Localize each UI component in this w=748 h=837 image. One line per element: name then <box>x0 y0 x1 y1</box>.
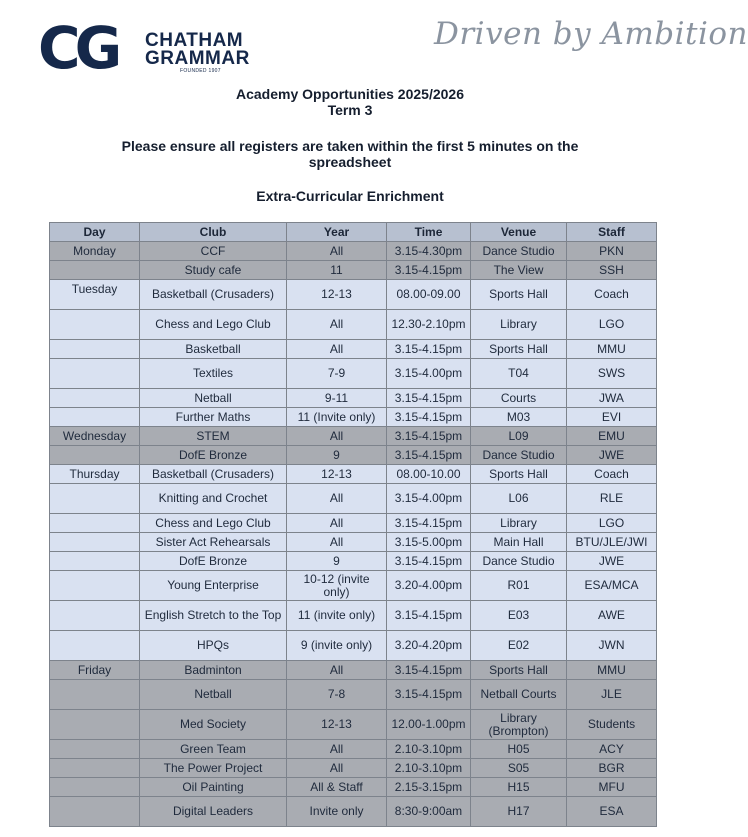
day-cell <box>50 740 140 759</box>
day-cell <box>50 261 140 280</box>
club-cell: DofE Bronze <box>140 446 287 465</box>
venue-cell: Netball Courts <box>471 680 567 710</box>
venue-cell: Sports Hall <box>471 661 567 680</box>
staff-cell: SSH <box>567 261 657 280</box>
day-cell <box>50 446 140 465</box>
club-cell: The Power Project <box>140 759 287 778</box>
year-cell: 12-13 <box>287 280 387 310</box>
staff-cell: Coach <box>567 465 657 484</box>
table-row <box>50 408 657 427</box>
staff-cell: ESA/MCA <box>567 571 657 601</box>
staff-cell: MMU <box>567 340 657 359</box>
day-cell <box>50 552 140 571</box>
venue-cell: Dance Studio <box>471 242 567 261</box>
time-cell: 3.15-4.00pm <box>387 484 471 514</box>
club-cell: Chess and Lego Club <box>140 514 287 533</box>
venue-cell: Sports Hall <box>471 465 567 484</box>
venue-cell: Courts <box>471 389 567 408</box>
staff-cell: JLE <box>567 680 657 710</box>
venue-cell: Library <box>471 514 567 533</box>
logo-mark: CG <box>38 14 117 82</box>
table-header-row <box>50 223 657 242</box>
day-cell <box>50 484 140 514</box>
club-cell: HPQs <box>140 631 287 661</box>
club-cell: Green Team <box>140 740 287 759</box>
table-row <box>50 680 657 710</box>
day-cell <box>50 389 140 408</box>
time-cell: 2.10-3.10pm <box>387 759 471 778</box>
enrichment-table <box>49 222 657 827</box>
table-row <box>50 571 657 601</box>
club-cell: CCF <box>140 242 287 261</box>
time-cell: 3.15-4.15pm <box>387 446 471 465</box>
time-cell: 3.15-4.15pm <box>387 680 471 710</box>
time-cell: 3.15-4.15pm <box>387 552 471 571</box>
venue-cell: The View <box>471 261 567 280</box>
venue-cell: Main Hall <box>471 533 567 552</box>
section-heading: Extra-Curricular Enrichment <box>256 188 444 204</box>
table-row <box>50 484 657 514</box>
year-cell: 7-8 <box>287 680 387 710</box>
day-cell <box>50 797 140 827</box>
table-row <box>50 446 657 465</box>
year-cell: 9 <box>287 552 387 571</box>
staff-cell: MMU <box>567 661 657 680</box>
staff-cell: AWE <box>567 601 657 631</box>
year-cell: All & Staff <box>287 778 387 797</box>
year-cell: All <box>287 759 387 778</box>
venue-cell: H17 <box>471 797 567 827</box>
time-cell: 3.15-4.00pm <box>387 359 471 389</box>
venue-cell: E03 <box>471 601 567 631</box>
tagline: Driven by Ambition <box>434 16 748 52</box>
year-cell: 12-13 <box>287 465 387 484</box>
venue-cell: H15 <box>471 778 567 797</box>
table-row <box>50 465 657 484</box>
day-cell: Tuesday <box>50 280 140 310</box>
time-cell: 3.15-4.15pm <box>387 389 471 408</box>
time-cell: 3.15-4.30pm <box>387 242 471 261</box>
year-cell: All <box>287 310 387 340</box>
club-cell: Knitting and Crochet <box>140 484 287 514</box>
table-row <box>50 740 657 759</box>
year-cell: 9-11 <box>287 389 387 408</box>
year-cell: 9 <box>287 446 387 465</box>
club-cell: Sister Act Rehearsals <box>140 533 287 552</box>
logo-founded: FOUNDED 1907 <box>180 68 221 74</box>
time-cell: 2.10-3.10pm <box>387 740 471 759</box>
logo-line-2: GRAMMAR <box>145 48 250 69</box>
year-cell: All <box>287 661 387 680</box>
year-cell: 10-12 (invite only) <box>287 571 387 601</box>
table-row <box>50 359 657 389</box>
staff-cell: Coach <box>567 280 657 310</box>
staff-cell: JWE <box>567 552 657 571</box>
time-cell: 2.15-3.15pm <box>387 778 471 797</box>
club-cell: Basketball <box>140 340 287 359</box>
club-cell: Netball <box>140 389 287 408</box>
staff-cell: JWN <box>567 631 657 661</box>
day-cell: Thursday <box>50 465 140 484</box>
venue-cell: Sports Hall <box>471 340 567 359</box>
day-cell <box>50 340 140 359</box>
venue-cell: T04 <box>471 359 567 389</box>
day-cell: Wednesday <box>50 427 140 446</box>
club-cell: STEM <box>140 427 287 446</box>
club-cell: Med Society <box>140 710 287 740</box>
day-cell: Monday <box>50 242 140 261</box>
staff-cell: JWA <box>567 389 657 408</box>
logo-wordmark <box>145 32 250 68</box>
term-label: Term 3 <box>327 102 373 118</box>
club-cell: Study cafe <box>140 261 287 280</box>
venue-cell: R01 <box>471 571 567 601</box>
time-cell: 3.20-4.00pm <box>387 571 471 601</box>
venue-cell: E02 <box>471 631 567 661</box>
staff-cell: EMU <box>567 427 657 446</box>
time-cell: 3.15-4.15pm <box>387 514 471 533</box>
table-row <box>50 533 657 552</box>
year-cell: All <box>287 340 387 359</box>
day-cell <box>50 533 140 552</box>
venue-cell: Dance Studio <box>471 446 567 465</box>
year-cell: 11 <box>287 261 387 280</box>
table-row <box>50 280 657 310</box>
venue-cell: Library (Brompton) <box>471 710 567 740</box>
venue-cell: L06 <box>471 484 567 514</box>
year-cell: All <box>287 740 387 759</box>
club-cell: Basketball (Crusaders) <box>140 465 287 484</box>
column-header-staff: Staff <box>567 223 657 242</box>
day-cell <box>50 601 140 631</box>
day-cell <box>50 359 140 389</box>
year-cell: All <box>287 484 387 514</box>
register-notice: Please ensure all registers are taken within the first 5 minutes on the spreadsheet <box>121 138 579 170</box>
day-cell <box>50 710 140 740</box>
year-cell: 7-9 <box>287 359 387 389</box>
venue-cell: Dance Studio <box>471 552 567 571</box>
time-cell: 3.20-4.20pm <box>387 631 471 661</box>
table-row <box>50 631 657 661</box>
column-header-venue: Venue <box>471 223 567 242</box>
venue-cell: H05 <box>471 740 567 759</box>
club-cell: Digital Leaders <box>140 797 287 827</box>
club-cell: Chess and Lego Club <box>140 310 287 340</box>
day-cell <box>50 571 140 601</box>
time-cell: 3.15-5.00pm <box>387 533 471 552</box>
table-row <box>50 552 657 571</box>
day-cell <box>50 631 140 661</box>
time-cell: 3.15-4.15pm <box>387 427 471 446</box>
club-cell: Oil Painting <box>140 778 287 797</box>
page-title: Academy Opportunities 2025/2026 <box>236 86 464 102</box>
club-cell: English Stretch to the Top <box>140 601 287 631</box>
club-cell: Basketball (Crusaders) <box>140 280 287 310</box>
table-row <box>50 242 657 261</box>
title-block <box>0 86 700 204</box>
year-cell: Invite only <box>287 797 387 827</box>
table-row <box>50 759 657 778</box>
club-cell: Badminton <box>140 661 287 680</box>
time-cell: 3.15-4.15pm <box>387 661 471 680</box>
day-cell <box>50 759 140 778</box>
time-cell: 3.15-4.15pm <box>387 601 471 631</box>
venue-cell: Library <box>471 310 567 340</box>
venue-cell: Sports Hall <box>471 280 567 310</box>
venue-cell: M03 <box>471 408 567 427</box>
logo-line-1: CHATHAM <box>145 30 244 51</box>
day-cell <box>50 778 140 797</box>
day-cell: Friday <box>50 661 140 680</box>
time-cell: 08.00-10.00 <box>387 465 471 484</box>
table-row <box>50 797 657 827</box>
column-header-time: Time <box>387 223 471 242</box>
table-row <box>50 310 657 340</box>
year-cell: All <box>287 427 387 446</box>
time-cell: 8:30-9:00am <box>387 797 471 827</box>
club-cell: Netball <box>140 680 287 710</box>
time-cell: 3.15-4.15pm <box>387 261 471 280</box>
staff-cell: Students <box>567 710 657 740</box>
time-cell: 12.30-2.10pm <box>387 310 471 340</box>
time-cell: 3.15-4.15pm <box>387 408 471 427</box>
table-row <box>50 340 657 359</box>
table-row <box>50 601 657 631</box>
staff-cell: EVI <box>567 408 657 427</box>
table-row <box>50 261 657 280</box>
club-cell: Further Maths <box>140 408 287 427</box>
column-header-club: Club <box>140 223 287 242</box>
staff-cell: ACY <box>567 740 657 759</box>
table-row <box>50 427 657 446</box>
staff-cell: BGR <box>567 759 657 778</box>
year-cell: 12-13 <box>287 710 387 740</box>
year-cell: All <box>287 514 387 533</box>
year-cell: All <box>287 242 387 261</box>
day-cell <box>50 310 140 340</box>
page-header <box>0 0 748 82</box>
staff-cell: ESA <box>567 797 657 827</box>
day-cell <box>50 680 140 710</box>
staff-cell: BTU/JLE/JWI <box>567 533 657 552</box>
table-row <box>50 514 657 533</box>
staff-cell: RLE <box>567 484 657 514</box>
year-cell: 9 (invite only) <box>287 631 387 661</box>
day-cell <box>50 408 140 427</box>
staff-cell: PKN <box>567 242 657 261</box>
staff-cell: SWS <box>567 359 657 389</box>
venue-cell: S05 <box>471 759 567 778</box>
year-cell: 11 (Invite only) <box>287 408 387 427</box>
year-cell: 11 (invite only) <box>287 601 387 631</box>
staff-cell: JWE <box>567 446 657 465</box>
staff-cell: LGO <box>567 310 657 340</box>
year-cell: All <box>287 533 387 552</box>
time-cell: 12.00-1.00pm <box>387 710 471 740</box>
table-row <box>50 661 657 680</box>
time-cell: 3.15-4.15pm <box>387 340 471 359</box>
column-header-year: Year <box>287 223 387 242</box>
club-cell: Textiles <box>140 359 287 389</box>
table-row <box>50 710 657 740</box>
table-row <box>50 778 657 797</box>
time-cell: 08.00-09.00 <box>387 280 471 310</box>
table-row <box>50 389 657 408</box>
venue-cell: L09 <box>471 427 567 446</box>
staff-cell: MFU <box>567 778 657 797</box>
staff-cell: LGO <box>567 514 657 533</box>
day-cell <box>50 514 140 533</box>
club-cell: Young Enterprise <box>140 571 287 601</box>
column-header-day: Day <box>50 223 140 242</box>
club-cell: DofE Bronze <box>140 552 287 571</box>
